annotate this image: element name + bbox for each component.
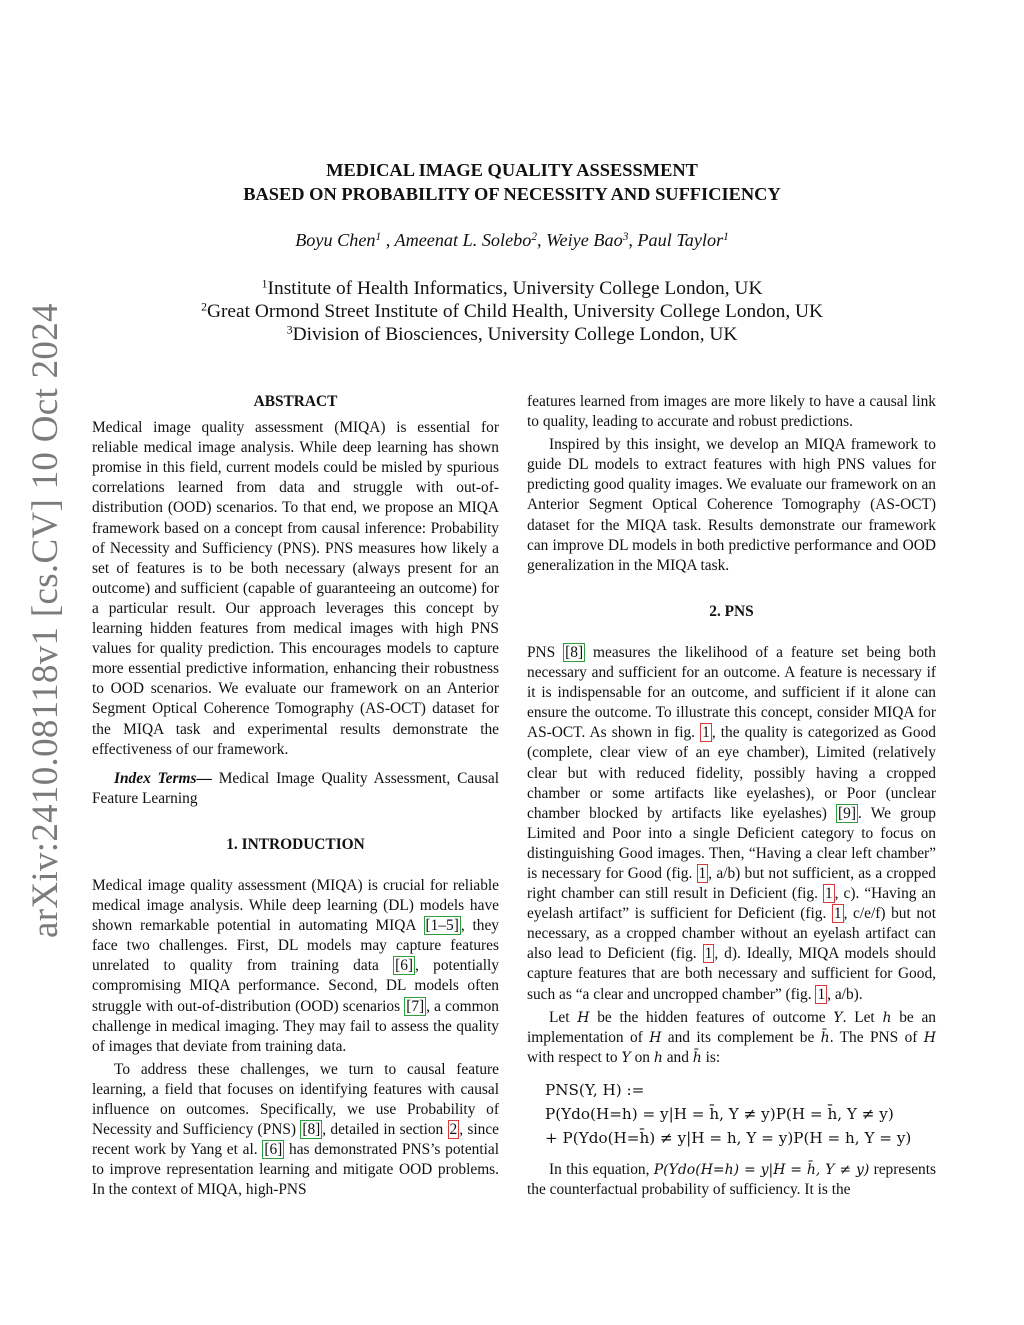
text-run: measures the likelihood of a feature set being both necessary and sufficient for an outcome. A feature is necessary if it is indispensable for an outcome, and sufficient if it alone can ensure the outcome. To illustrate this concept, consider MIQA for AS-OCT. As shown in fig. xyxy=(527,643,936,742)
math-symbol: Y xyxy=(621,1049,631,1066)
text-run: . We group Limited and Poor into a single Deficient category to focus on distinguishing Good images. Then, “Having a clear left chamber” is necessary for Good (fig. xyxy=(527,804,937,882)
citation-link[interactable]: [9] xyxy=(838,804,856,822)
affiliation xyxy=(92,277,932,300)
intro-continuation: features learned from images are more likely to have a causal link to quality, leading to accurate and robust predictions. xyxy=(527,393,936,431)
citation-link[interactable]: [8] xyxy=(302,1121,321,1139)
equation-line: P(Ydo(H=h) = y|H = h̄, Y ≠ y)P(H = h̄, Y ≠ y) xyxy=(545,1104,894,1123)
text-run: with respect to xyxy=(527,1048,622,1066)
text-run: be the hidden features of outcome xyxy=(589,1008,834,1026)
math-symbol: h xyxy=(653,1049,663,1066)
text-run: PNS xyxy=(527,643,564,661)
affil-mark: 1 xyxy=(261,276,268,291)
affil-text: Division of Biosciences, University College London, UK xyxy=(292,324,738,345)
equation-explanation xyxy=(527,1160,936,1200)
index-terms-text: Medical Image Quality Assessment, Causal Feature Learning xyxy=(92,769,499,807)
text-run: , the quality is categorized as Good (complete, clear view of an eye chamber), Limited (relatively clear but with reduced fidelity, possibly having a cropped chamber or some artifacts like eyelashes), or Poor (unclear chamber blocked by artifacts like eyelashes) xyxy=(527,724,936,822)
affil-text: Great Ormond Street Institute of Child Health, University College London, UK xyxy=(206,301,824,322)
inspired-paragraph: Inspired by this insight, we develop an MIQA framework to guide DL models to extract features with high PNS values for predicting good quality images. We evaluate our framework on an Anterior Segment Optical Coherence Tomography (AS-OCT) dataset for the MIQA task. Results demonstrate our framework can improve DL models in both predictive performance and OOD generalization in the MIQA task. xyxy=(527,436,936,574)
index-terms-label: Index Terms— xyxy=(114,769,212,787)
math-symbol: H xyxy=(649,1029,662,1046)
equation-line: PNS(Y, H) := xyxy=(545,1080,645,1099)
pns-equation xyxy=(527,1078,936,1150)
pns-paragraph xyxy=(527,643,936,1005)
citation-link[interactable]: [1–5] xyxy=(425,917,459,935)
text-run: has demonstrated PNS’s potential to improve representation learning and mitigate OOD problems. In the context of MIQA, high-PNS xyxy=(92,1141,500,1199)
abstract-text: Medical image quality assessment (MIQA) is essential for reliable medical image analysis. While deep learning has shown promise in this field, current models could be misled by spurious correlations learned from data and struggle with out-of-distribution (OOD) scenarios. To that end, we propose an MIQA framework based on a concept from causal inference: Probability of Necessity and Sufficiency (PNS). PNS measures how likely a set of features is to be both necessary (always present for an outcome) and sufficient (capable of guaranteeing an outcome) for a particular result. Our approach leverages this concept by learning hidden features from medical images with high PNS values for quality prediction. This encourages models to capture more essential predictive information, enhancing their robustness to OOD scenarios. We evaluate our framework on an Anterior Segment Optical Coherence Tomography (AS-OCT) dataset for the MIQA task and experimental results demonstrate the effectiveness of our framework. xyxy=(92,419,499,758)
paper-title xyxy=(92,158,932,206)
author-separator: , xyxy=(536,230,547,250)
index-terms xyxy=(92,769,499,809)
citation-link[interactable]: [7] xyxy=(406,997,425,1015)
figure-link[interactable]: 1 xyxy=(698,864,707,882)
text-run: , c/e/f) but not necessary, as a cropped chamber without an eyelash artifact can also lead to Deficient (fig. xyxy=(527,905,936,963)
citation-link[interactable]: [6] xyxy=(264,1141,283,1159)
math-symbol: h̄ xyxy=(820,1029,830,1046)
text-run: Medical image quality assessment (MIQA) is crucial for reliable medical image analysis. While deep learning (DL) models have shown remarkable potential in automating MIQA xyxy=(92,876,499,935)
pns-heading: 2. PNS xyxy=(709,602,754,620)
affiliation-list xyxy=(92,277,932,346)
author-affil-mark: 2 xyxy=(531,230,537,243)
text-run: , potentially compromising MIQA performance. Second, DL models often struggle with out-of-distribution (OOD) scenarios xyxy=(92,957,499,1015)
title-line-1: MEDICAL IMAGE QUALITY ASSESSMENT xyxy=(326,160,698,180)
citation-link[interactable]: [8] xyxy=(565,643,584,661)
figure-link[interactable]: 1 xyxy=(833,905,842,923)
text-run: In this equation, xyxy=(549,1160,654,1178)
text-run: Let xyxy=(549,1008,578,1026)
intro-paragraph-1 xyxy=(92,876,499,1057)
left-column xyxy=(92,392,499,1200)
author-separator: , xyxy=(628,230,638,250)
figure-link[interactable]: 1 xyxy=(824,885,833,903)
arxiv-identifier[interactable]: arXiv:2410.08118v1 [cs.CV] 10 Oct 2024 xyxy=(25,303,66,938)
author-name: Weiye Bao xyxy=(546,230,623,250)
citation-link[interactable]: [6] xyxy=(395,957,414,975)
equation-line: + P(Ydo(H=h̄) ≠ y|H = h, Y = y)P(H = h, Y = y) xyxy=(545,1128,912,1147)
author-separator: , xyxy=(381,230,395,250)
author-affil-mark: 1 xyxy=(723,230,729,243)
right-column xyxy=(527,392,936,1200)
math-symbol: H xyxy=(923,1029,936,1046)
definition-paragraph xyxy=(527,1008,936,1068)
intro-heading: 1. INTRODUCTION xyxy=(226,835,365,853)
intro-paragraph-2 xyxy=(92,1060,499,1201)
text-run: , a common challenge in medical imaging. They may fail to assess the quality of images that deviate from training data. xyxy=(92,997,499,1055)
author-name: Paul Taylor xyxy=(637,230,724,250)
author-affil-mark: 3 xyxy=(622,230,629,243)
abstract-heading: ABSTRACT xyxy=(253,393,338,410)
author-name: Boyu Chen xyxy=(295,230,376,250)
author-name: Ameenat L. Solebo xyxy=(394,230,532,250)
affil-mark: 3 xyxy=(286,322,293,337)
text-run: , c). “Having an eyelash artifact” is sufficient for Deficient (fig. xyxy=(527,885,936,923)
text-run: . Let xyxy=(842,1008,883,1026)
title-line-2: BASED ON PROBABILITY OF NECESSITY AND SUFFICIENCY xyxy=(243,184,781,204)
affil-mark: 2 xyxy=(200,299,207,314)
text-run: To address these challenges, we turn to causal feature learning, a field that focuses on identifying features with causal influence on outcomes. Specifically, we use Probability of Necessity and Sufficiency (PNS) xyxy=(92,1060,499,1139)
text-run: , detailed in section xyxy=(322,1121,448,1139)
text-run: on xyxy=(630,1048,654,1066)
figure-link[interactable]: 1 xyxy=(702,724,710,742)
math-symbol: H xyxy=(577,1009,590,1026)
text-run: , a/b) but not sufficient, as a cropped right chamber can still result in Deficient (fig. xyxy=(527,864,937,903)
text-run: be an implementation of xyxy=(527,1008,936,1046)
text-run: and its complement be xyxy=(661,1028,821,1046)
affiliation xyxy=(92,300,932,323)
affil-text: Institute of Health Informatics, University College London, UK xyxy=(267,278,763,299)
text-run: , a/b). xyxy=(827,985,863,1003)
math-symbol: h xyxy=(882,1009,892,1026)
author-affil-mark: 1 xyxy=(375,230,382,243)
figure-link[interactable]: 1 xyxy=(704,945,713,963)
text-run: , they face two challenges. First, DL models may capture features unrelated to quality from training data xyxy=(92,917,499,975)
text-run: , since recent work by Yang et al. xyxy=(92,1121,499,1159)
text-run: is: xyxy=(701,1048,721,1066)
author-list xyxy=(92,230,932,251)
text-run: represents the counterfactual probability of sufficiency. It is the xyxy=(527,1160,936,1198)
math-expression: P(Ydo(H=h) = y|H = h̄, Y ≠ y) xyxy=(653,1161,870,1178)
text-run: and xyxy=(662,1048,693,1066)
math-symbol: Y xyxy=(833,1009,843,1026)
text-run: , d). Ideally, MIQA models should capture features that are both necessary and sufficient for Good, such as “a clear and uncropped chamber” (fig. xyxy=(527,945,936,1003)
figure-link[interactable]: 1 xyxy=(817,985,826,1003)
affiliation xyxy=(92,323,932,346)
text-run: . The PNS of xyxy=(829,1028,924,1046)
section-link[interactable]: 2 xyxy=(449,1121,458,1139)
math-symbol: h̄ xyxy=(692,1049,702,1066)
